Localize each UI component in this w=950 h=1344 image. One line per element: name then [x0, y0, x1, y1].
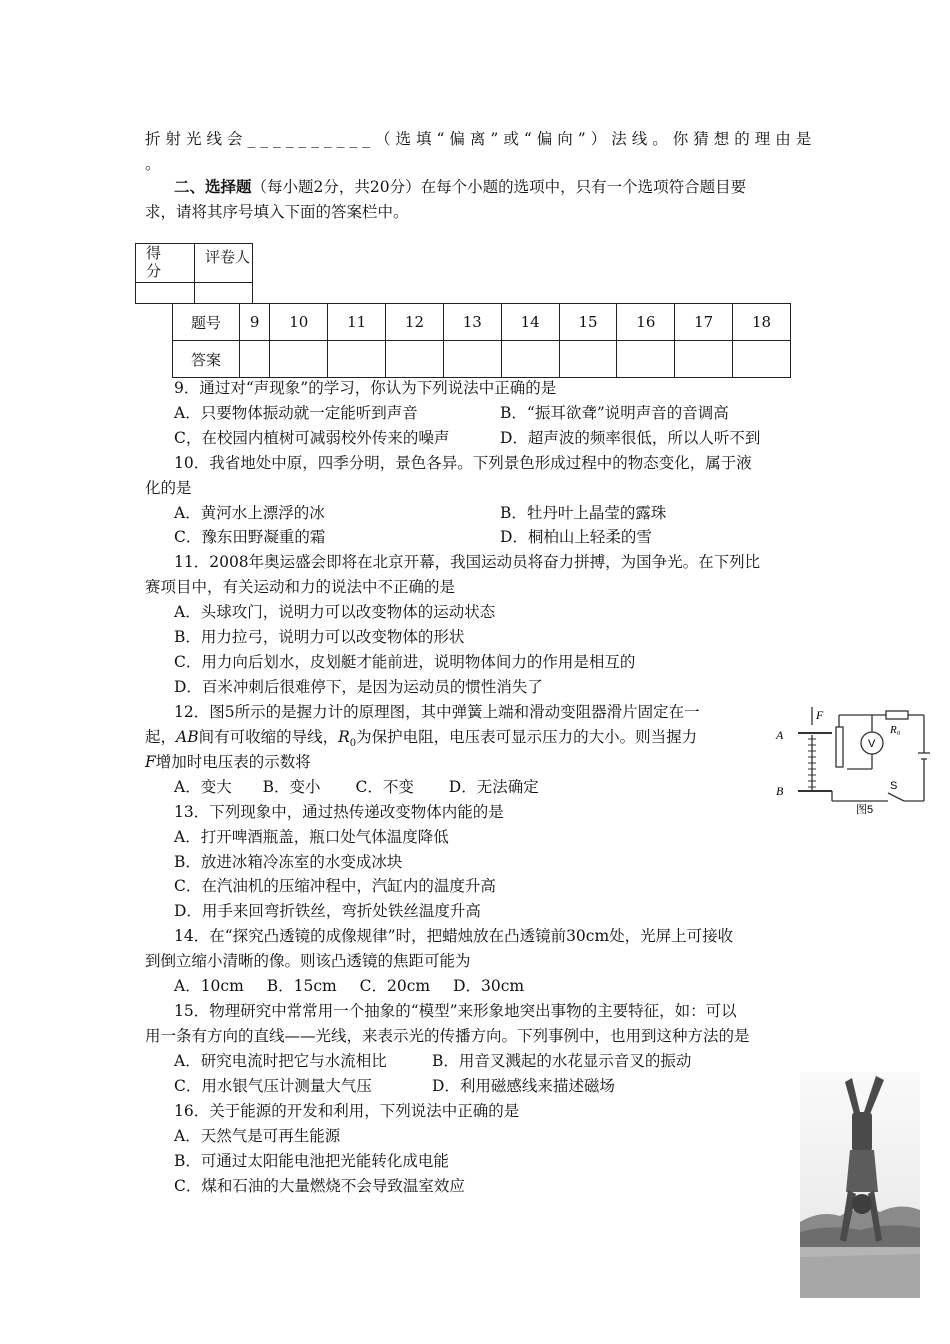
q15-option-d: D．利用磁感线来描述磁场: [432, 1077, 615, 1095]
q14-option: D．30cm: [453, 977, 525, 995]
continuation-end: 。: [145, 155, 161, 173]
switch: [888, 793, 904, 801]
answer-cell[interactable]: [733, 341, 791, 378]
q11-stem: 11．2008年奥运盛会即将在北京开幕，我国运动员将奋力拼搏，为国争光。在下列比: [174, 553, 761, 571]
answer-table-header: 题号: [173, 304, 240, 341]
q14-stem: 14．在“探究凸透镜的成像规律”时，把蜡烛放在凸透镜前30cm处，光屏上可接收: [174, 927, 734, 945]
answer-cell[interactable]: [559, 341, 617, 378]
question-number: 11: [328, 304, 386, 341]
q12-option: A．变大: [174, 778, 232, 796]
q11-option-a: A．头球攻门，说明力可以改变物体的运动状态: [174, 603, 496, 621]
answer-cell[interactable]: [617, 341, 675, 378]
figure-caption: 图5: [856, 804, 874, 815]
q14-options: [174, 976, 524, 996]
answer-cell[interactable]: [443, 341, 501, 378]
q15-stem-cont: 用一条有方向的直线——光线，来表示光的传播方向。下列事例中，也用到这种方法的是: [145, 1027, 750, 1045]
rheostat: [836, 727, 843, 767]
q14-option: A．10cm: [174, 977, 244, 995]
section-title: 二、选择题: [174, 177, 252, 196]
question-number: 13: [443, 304, 501, 341]
q9-option-a: A．只要物体振动就一定能听到声音: [174, 404, 418, 422]
q10-stem-cont: 化的是: [145, 479, 192, 497]
q12-stem-cont: [145, 727, 697, 754]
q12-option: D．无法确定: [448, 778, 539, 796]
grader-label: 评卷人: [195, 244, 253, 283]
q11-option-c: C．用力向后划水，皮划艇才能前进，说明物体间力的作用是相互的: [174, 653, 636, 671]
q16-option-c: C．煤和石油的大量燃烧不会导致温室效应: [174, 1177, 465, 1195]
q14-option: C．20cm: [359, 977, 431, 995]
figure5-diagram: [772, 705, 942, 815]
section-heading: [174, 177, 746, 197]
question-number: 15: [559, 304, 617, 341]
q15-stem: 15．物理研究中常常用一个抽象的“模型”来形象地突出事物的主要特征，如：可以: [174, 1002, 737, 1020]
question-number: 9: [240, 304, 270, 341]
q15-option-a: A．研究电流时把它与水流相比: [174, 1052, 387, 1070]
grader-value-cell[interactable]: [195, 283, 253, 304]
q13-option-a: A．打开啤酒瓶盖，瓶口处气体温度降低: [174, 828, 449, 846]
q10-stem: 10．我省地处中原，四季分明，景色各异。下列景色形成过程中的物态变化，属于液: [174, 454, 752, 472]
question-number: 16: [617, 304, 675, 341]
score-label-cell: [136, 244, 195, 283]
q14-stem-cont: 到倒立缩小清晰的像。则该凸透镜的焦距可能为: [145, 952, 471, 970]
score-label-a: 得: [146, 244, 162, 262]
q11-option-d: D．百米冲刺后很难停下，是因为运动员的惯性消失了: [174, 678, 543, 696]
label-v: V: [868, 738, 876, 750]
q12-stem: 12．图5所示的是握力计的原理图，其中弹簧上端和滑动变阻器滑片固定在一: [174, 703, 700, 721]
question-number: 18: [733, 304, 791, 341]
q11-stem-cont: 赛项目中，有关运动和力的说法中不正确的是: [145, 578, 456, 596]
answer-row-label: 答案: [173, 341, 240, 378]
q12-option: B．变小: [262, 778, 321, 796]
q12-option: C．不变: [355, 778, 414, 796]
answer-table-row-numbers: [173, 304, 791, 341]
q13-option-c: C．在汽油机的压缩冲程中，汽缸内的温度升高: [174, 877, 496, 895]
question-number: 12: [386, 304, 444, 341]
section-instructions-cont: 求，请将其序号填入下面的答案栏中。: [145, 203, 409, 221]
label-s: S: [890, 780, 898, 792]
q12-var-f: F: [145, 753, 156, 771]
label-f: F: [816, 708, 824, 722]
question-number: 10: [270, 304, 328, 341]
answer-cell[interactable]: [386, 341, 444, 378]
score-label-b: 分: [146, 262, 162, 280]
q9-option-c: C，在校园内植树可减弱校外传来的噪声: [174, 429, 450, 447]
answer-cell[interactable]: [240, 341, 270, 378]
q15-option-c: C．用水银气压计测量大气压: [174, 1077, 372, 1095]
question-number: 14: [501, 304, 559, 341]
q12-text: 为保护电阻，电压表可显示压力的大小。则当握力: [356, 728, 698, 746]
q16-option-b: B．可通过太阳能电池把光能转化成电能: [174, 1152, 449, 1170]
answer-table-row-answers: [173, 341, 791, 378]
answer-cell[interactable]: [328, 341, 386, 378]
answer-cell[interactable]: [270, 341, 328, 378]
q11-option-b: B．用力拉弓，说明力可以改变物体的形状: [174, 628, 465, 646]
q14-option: B．15cm: [266, 977, 337, 995]
q15-option-b: B．用音叉溅起的水花显示音叉的振动: [432, 1052, 692, 1070]
q10-option-c: C．豫东田野凝重的霜: [174, 528, 326, 546]
q12-stem-cont2: [145, 752, 311, 772]
resistor-r0: [886, 711, 908, 719]
answer-cell[interactable]: [675, 341, 733, 378]
section-instructions: （每小题2分，共20分）在每个小题的选项中，只有一个选项符合题目要: [251, 178, 747, 196]
label-a: A: [776, 728, 784, 742]
q12-text: 间有可收缩的导线，: [198, 728, 339, 746]
q13-option-b: B．放进冰箱冷冻室的水变成冰块: [174, 853, 403, 871]
handstand-photo: [800, 1072, 920, 1298]
q9-stem: 9．通过对“声现象”的学习，你认为下列说法中正确的是: [174, 379, 557, 397]
q10-option-a: A．黄河水上漂浮的冰: [174, 504, 325, 522]
q12-text: 起，: [145, 728, 177, 746]
q13-option-d: D．用手来回弯折铁丝，弯折处铁丝温度升高: [174, 902, 481, 920]
answer-cell[interactable]: [501, 341, 559, 378]
q13-stem: 13．下列现象中，通过热传递改变物体内能的是: [174, 803, 504, 821]
continuation-line: 折射光线会__________（选填“偏离”或“偏向”）法线。你猜想的理由是: [145, 130, 817, 148]
score-value-cell[interactable]: [136, 283, 195, 304]
question-number: 17: [675, 304, 733, 341]
q12-var-r-sub: 0: [349, 738, 357, 750]
label-r0: R₀: [890, 724, 901, 736]
q12-var-r: R: [338, 728, 350, 746]
q16-option-a: A．天然气是可再生能源: [174, 1127, 341, 1145]
q12-text: 增加时电压表的示数将: [155, 753, 311, 771]
q12-options: [174, 777, 539, 797]
q12-var-ab: AB: [176, 728, 199, 746]
score-box: [135, 243, 253, 304]
label-b: B: [776, 784, 784, 798]
q10-option-d: D．桐柏山上轻柔的雪: [500, 528, 652, 546]
q16-stem: 16．关于能源的开发和利用，下列说法中正确的是: [174, 1102, 520, 1120]
q10-option-b: B．牡丹叶上晶莹的露珠: [500, 504, 667, 522]
q9-option-d: D．超声波的频率很低，所以人听不到: [500, 429, 761, 447]
answer-table: [172, 303, 791, 378]
q9-option-b: B．“振耳欲聋”说明声音的音调高: [500, 404, 729, 422]
